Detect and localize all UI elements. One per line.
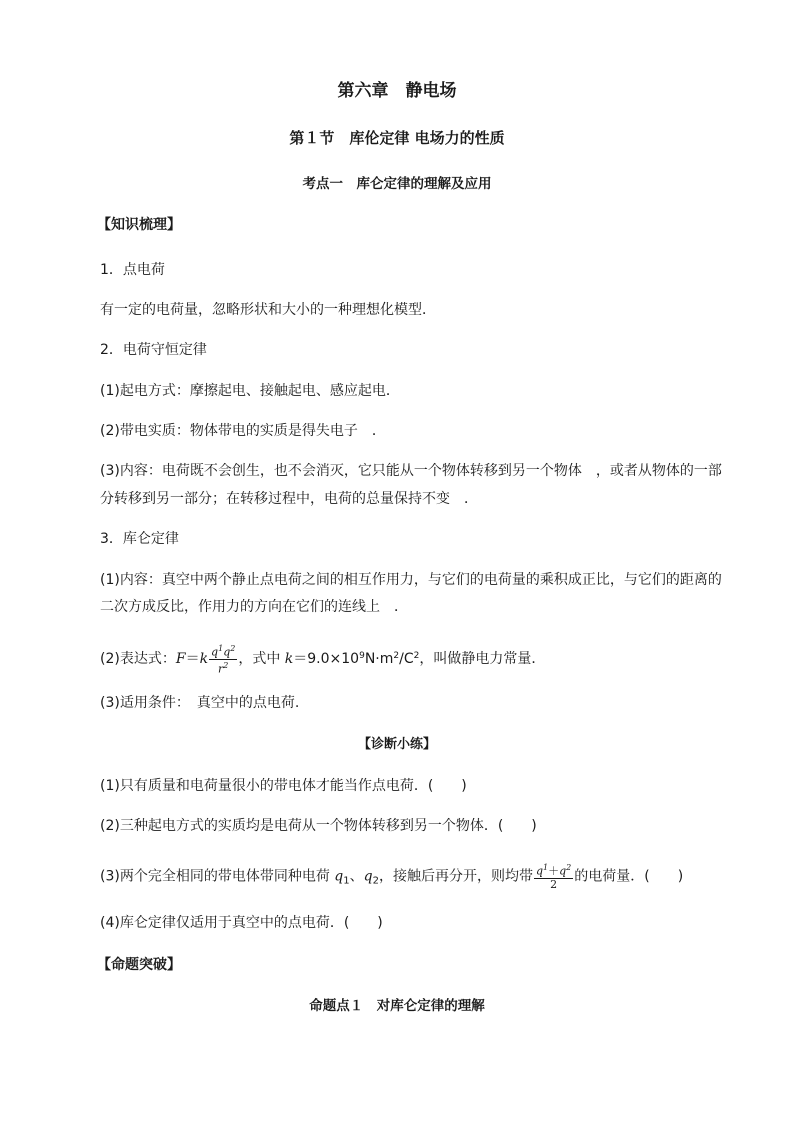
section-title: 第１节 库伦定律 电场力的性质 (289, 129, 505, 147)
item3-line2: (2)表达式：F＝k $\frac{q^1q^2}{r^2}$ ，式中 $k=9.0\times 10^9N\cdot m^2/C^2$，叫做静电力常量． (100, 644, 546, 676)
proposition-header: 【命题突破】 (97, 957, 181, 973)
point-title: 考点一 库仑定律的理解及应用 (302, 176, 492, 192)
item2-line1: (1)起电方式：摩擦起电、接触起电、感应起电． (100, 383, 400, 399)
item1-title: 1．点电荷 (100, 262, 165, 278)
coulomb-fraction: $\frac{q^1q^2}{r^2}$ (211, 644, 236, 676)
item3-line1b: 二次方成反比，作用力的方向在它们的连线上 ． (100, 599, 408, 615)
diagnosis-q1: (1)只有质量和电荷量很小的带电体才能当作点电荷．( ) (100, 778, 467, 794)
formula-f: F (175, 651, 186, 668)
diagnosis-header: 【诊断小练】 (357, 737, 436, 752)
item2-line3a: (3)内容：电荷既不会创生，也不会消灭，它只能从一个物体转移到另一个物体 ，或者从物体的一部 (100, 463, 722, 479)
formula-k2: k (284, 651, 294, 668)
proposition-title: 命题点１ 对库仑定律的理解 (309, 998, 485, 1014)
item3-line3: (3)适用条件： 真空中的点电荷. (100, 695, 300, 711)
formula-suffix: ，叫做静电力常量． (419, 651, 546, 668)
formula-value: ＝9.0×10 (293, 651, 360, 668)
diagnosis-q3: (3)两个完全相同的带电体带同种电荷 $q_1$、$q_2$，接触后再分开，则均带 $\frac{q^1+q^2}{2}$ 的电荷量．( ) (100, 863, 684, 891)
formula-prefix: (2)表达式： (100, 651, 176, 668)
formula-mid: ，式中 (238, 651, 285, 668)
diagnosis-q2: (2)三种起电方式的实质均是电荷从一个物体转移到另一个物体．( ) (100, 818, 537, 834)
item2-line3b: 分转移到另一部分；在转移过程中，电荷的总量保持不变 ． (100, 491, 478, 507)
formula-k: k (199, 651, 209, 668)
diagnosis-q4: (4)库仑定律仅适用于真空中的点电荷．( ) (100, 915, 383, 931)
knowledge-header: 【知识梳理】 (97, 217, 181, 233)
chapter-title: 第六章 静电场 (337, 81, 457, 101)
item3-title: 3．库仑定律 (100, 531, 179, 547)
item2-line2: (2)带电实质：物体带电的实质是得失电子 ． (100, 423, 386, 439)
charge-fraction: $\frac{q^1+q^2}{2}$ (535, 863, 572, 891)
item2-title: 2．电荷守恒定律 (100, 342, 207, 358)
item3-line1a: (1)内容：真空中两个静止点电荷之间的相互作用力，与它们的电荷量的乘积成正比，与它们的距离的 (100, 572, 722, 588)
formula-eq: ＝ (185, 651, 200, 668)
item1-text: 有一定的电荷量，忽略形状和大小的一种理想化模型． (100, 302, 436, 318)
